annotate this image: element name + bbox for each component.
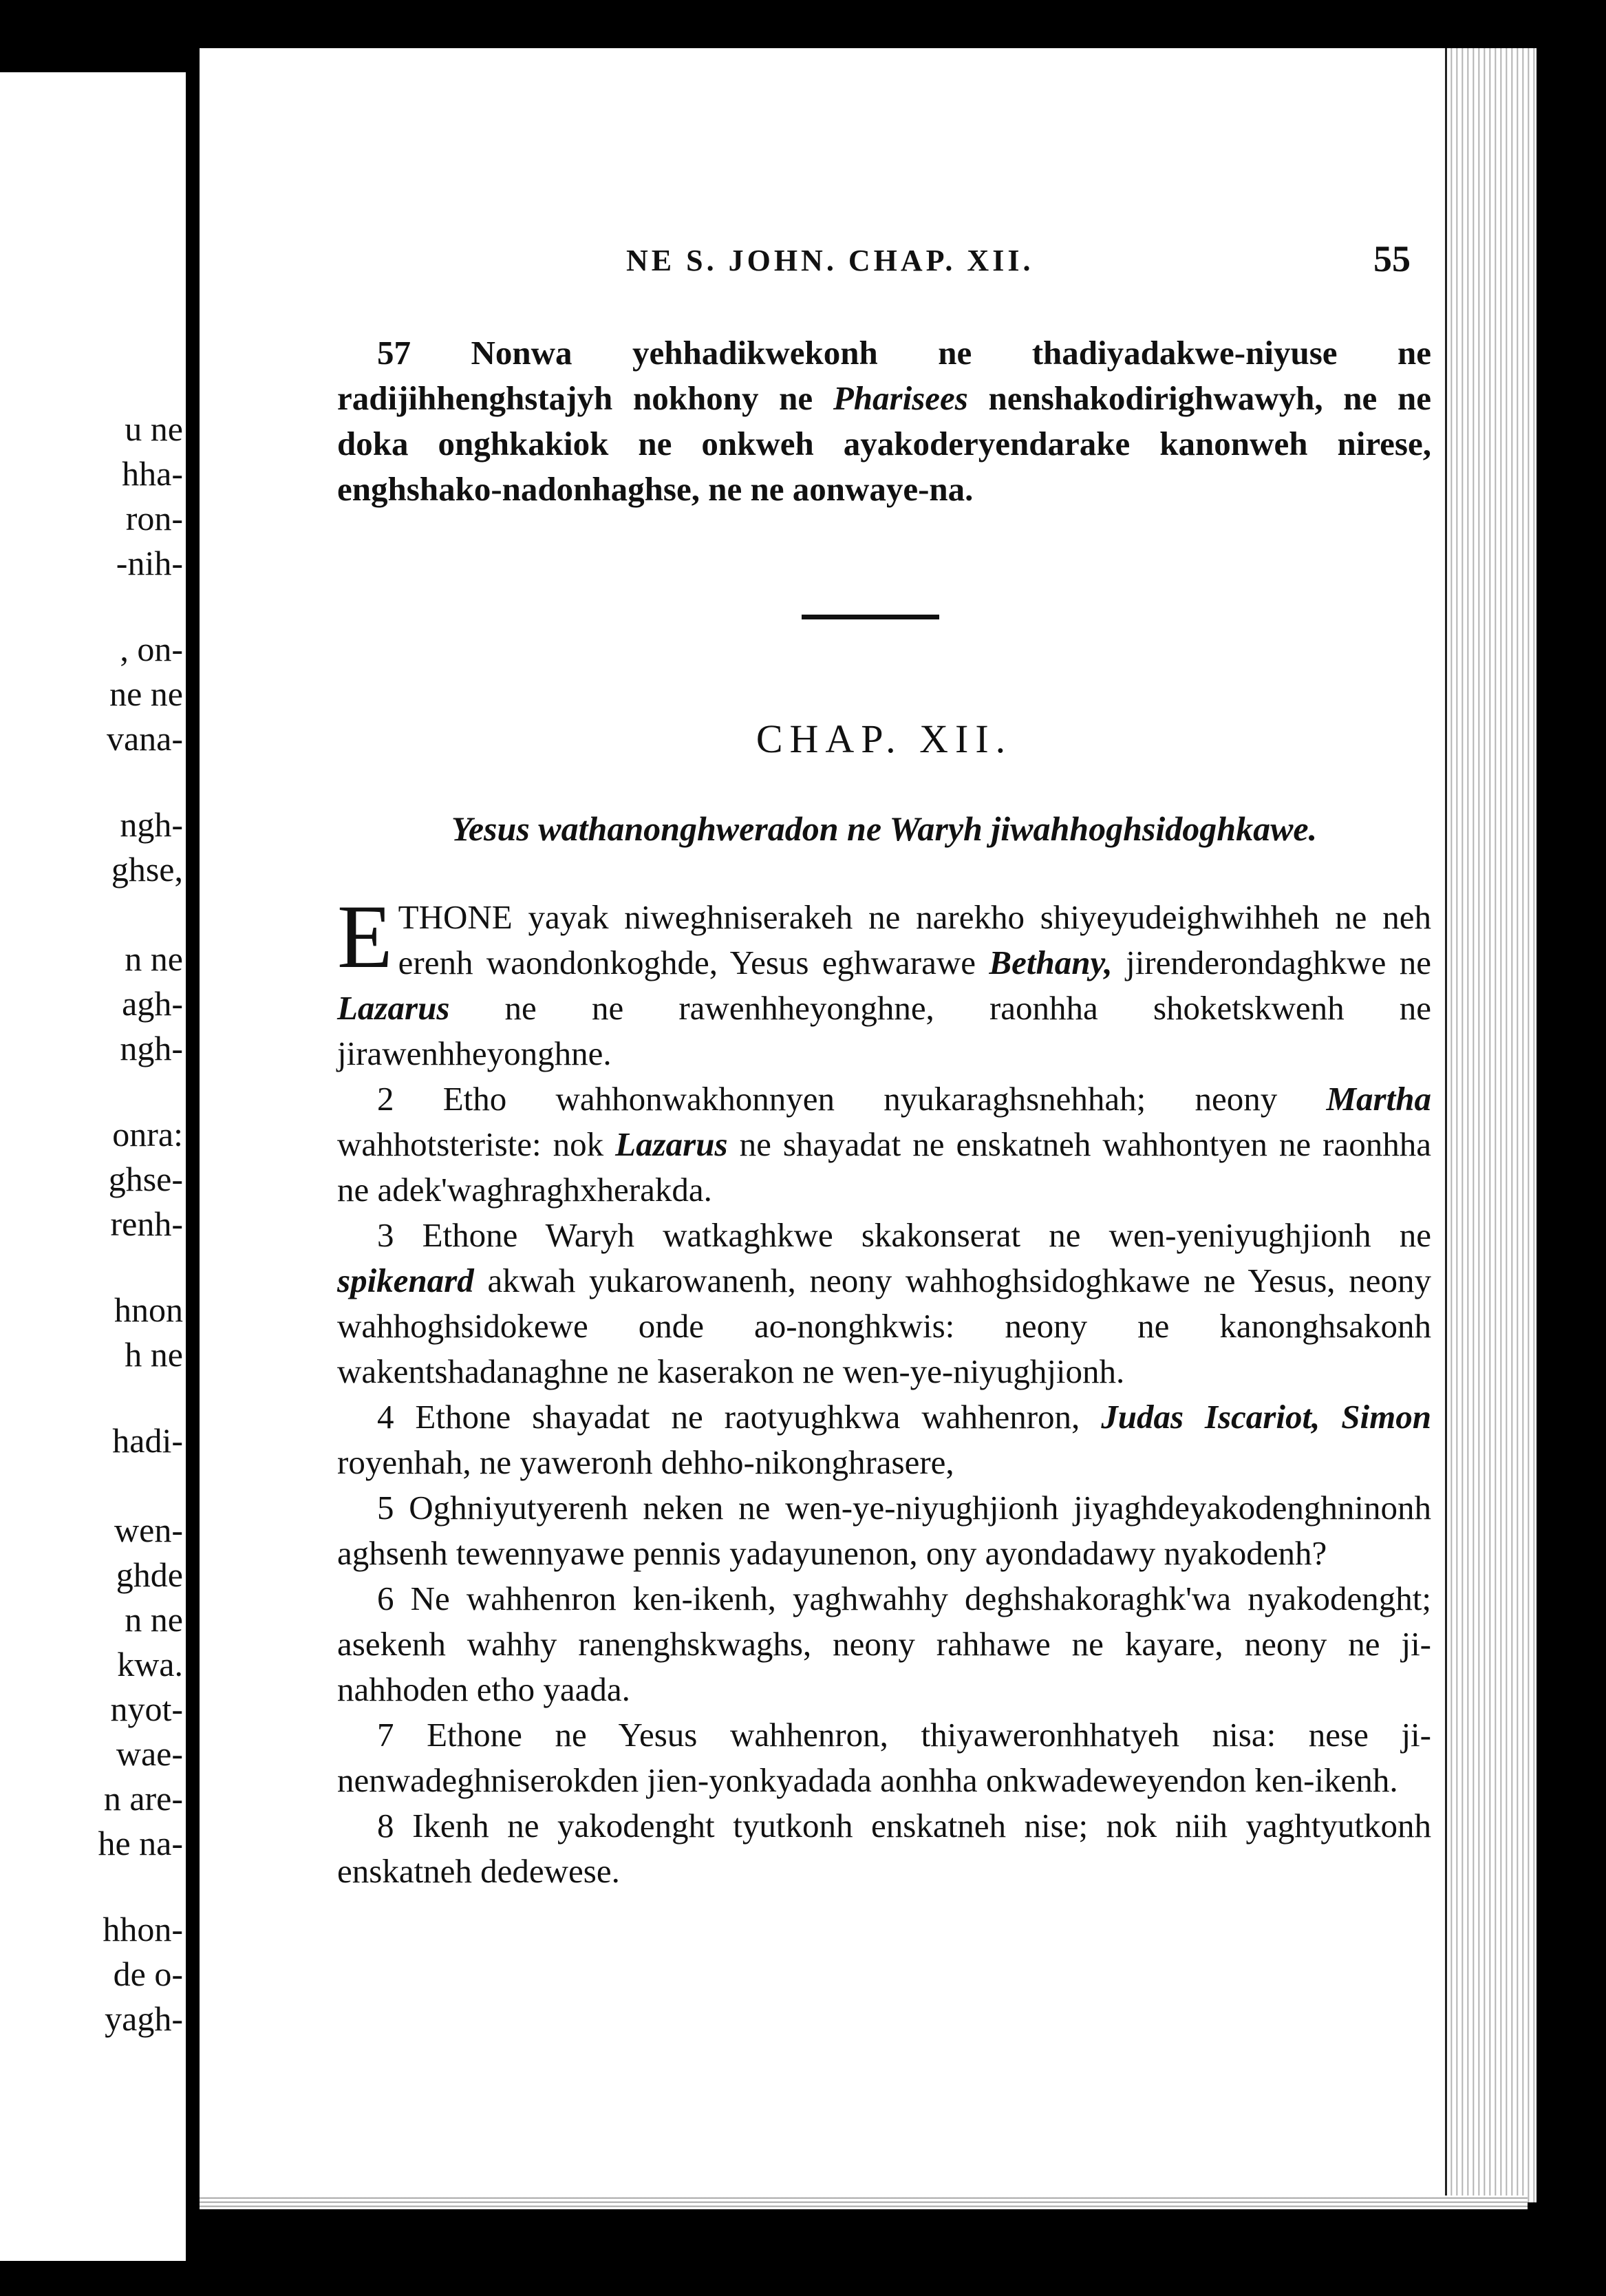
verse-8: 8 Ikenh ne yakodenght tyutkonh enskatneh nise; nok niih yaghtyutkonh enskatneh dedewese. xyxy=(337,1807,1431,1890)
page-bottom-edge xyxy=(200,2196,1528,2209)
page-number: 55 xyxy=(1373,238,1411,279)
left-page-fragment: agh- xyxy=(122,984,183,1023)
verse-text: 4 Ethone shayadat ne raotyughkwa wahhenron, xyxy=(377,1398,1102,1436)
section-rule xyxy=(802,615,939,619)
verse-text: wahhotsteriste: nok xyxy=(337,1125,616,1163)
left-page-fragment: ghse- xyxy=(108,1160,183,1198)
left-page-fragment: yagh- xyxy=(105,1999,183,2038)
verse-57-block xyxy=(337,330,1431,512)
verse-57 xyxy=(337,330,1431,512)
verse-7: 7 Ethone ne Yesus wahhenron, thiyaweronhhatyeh nisa: nese ji-nenwadeghniserokden jien-yonkyadada aonhha onkwadeweyendon ken-ikenh. xyxy=(337,1716,1431,1799)
verse-6: 6 Ne wahhenron ken-ikenh, yaghwahhy deghshakoraghk'wa nyakodenght; asekenh wahhy ranenghskwaghs, neony rahhawe ne kayare, neony ne ji-nahhoden etho yaada. xyxy=(337,1580,1431,1708)
left-page-fragment: ghde xyxy=(116,1555,183,1594)
chapter-summary: Yesus wathanonghweradon ne Waryh jiwahhoghsidoghkawe. xyxy=(451,809,1318,848)
verse-text: 3 Ethone Waryh watkaghkwe skakonserat ne wen-yeniyughjionh ne xyxy=(377,1216,1431,1254)
left-page-fragment: n ne xyxy=(125,939,183,978)
left-page-fragment: vana- xyxy=(106,719,183,758)
left-page-fragment: onra: xyxy=(112,1115,183,1154)
left-page-fragment: ghse, xyxy=(111,850,183,889)
verse-text: jirenderondaghkwe ne xyxy=(1112,944,1431,981)
verse-text: akwah yukarowanenh, neony wahhoghsidoghkawe ne Yesus, neony wahhoghsidokewe onde ao-nonghkwis: neony ne kanonghsakonh wakentshadanaghne ne kaserakon ne wen-ye-niyughjionh. xyxy=(337,1262,1431,1390)
left-page-fragment: he na- xyxy=(98,1824,183,1862)
left-page-fragment: , on- xyxy=(120,630,183,668)
chapter-title: CHAP. XII. xyxy=(756,716,1013,761)
verse-text: 2 Etho wahhonwakhonnyen nyukaraghsnehhah; neony xyxy=(377,1080,1327,1118)
verse-text: 57 Nonwa yehhadikwekonh ne thadiyadakwe-niyuse ne radijihhenghstajyh nokhony ne xyxy=(337,334,1431,417)
verse-text: nenshakodirighwawyh, ne ne doka onghkakiok ne onkweh ayakoderyendarake kanonweh nirese, enghshako-nadonhaghse, ne ne aonwaye-na. xyxy=(337,379,1431,508)
left-page-fragment: wae- xyxy=(116,1734,183,1773)
left-page-fragment: n are- xyxy=(103,1779,183,1818)
left-page-fragment: ron- xyxy=(125,499,183,538)
verse-text: ne ne rawenhheyonghne, raonhha shoketskwenh ne jirawenhheyonghne. xyxy=(337,989,1431,1072)
verse-5: 5 Oghniyutyerenh neken ne wen-ye-niyughjionh jiyaghdeyakodenghninonh aghsenh tewennyawe pennis yadayunenon, ony ayondadawy nyakodenh? xyxy=(337,1489,1431,1572)
left-page-fragment: hadi- xyxy=(112,1421,183,1460)
verse-3 xyxy=(337,1213,1431,1394)
left-page-fragment: wen- xyxy=(114,1511,183,1549)
page-header xyxy=(337,237,1431,286)
book-gutter xyxy=(186,72,198,2261)
verse-italic-name: Judas Iscariot, Simon xyxy=(1101,1398,1431,1436)
verse-italic-name: Pharisees xyxy=(833,379,968,417)
page-edges xyxy=(1445,48,1537,2202)
left-page-fragment: hnon xyxy=(114,1290,183,1329)
left-page-fragment: hhon- xyxy=(103,1910,183,1948)
left-page-fragment: h ne xyxy=(125,1335,183,1374)
verse-italic-name: spikenard xyxy=(337,1262,474,1299)
chapter-body xyxy=(337,886,1432,1894)
left-page-fragment: ngh- xyxy=(120,1029,183,1067)
left-page-fragment: hha- xyxy=(122,454,183,493)
left-page-fragment: -nih- xyxy=(116,544,183,582)
left-page-fragment: n ne xyxy=(125,1600,183,1639)
left-page-fragment: kwa. xyxy=(117,1645,183,1683)
verse-1 xyxy=(337,886,1431,1076)
left-page-fragment: ne ne xyxy=(109,674,183,713)
verse-italic-name: Lazarus xyxy=(615,1125,728,1163)
verse-italic-name: Bethany, xyxy=(989,944,1113,981)
running-head: NE S. JOHN. CHAP. XII. xyxy=(626,244,1034,277)
drop-cap: E xyxy=(337,886,393,987)
left-page-fragment: ngh- xyxy=(120,805,183,844)
left-page-fragment: renh- xyxy=(110,1204,183,1243)
verse-4 xyxy=(337,1394,1431,1485)
left-page-fragment: nyot- xyxy=(110,1690,183,1728)
verse-text: royenhah, ne yaweronh dehho-nikonghrasere, xyxy=(337,1443,954,1481)
verse-2 xyxy=(337,1076,1431,1213)
verse-italic-name: Lazarus xyxy=(337,989,450,1027)
verse-text: ne shayadat ne enskatneh wahhontyen ne raonhha ne adek'waghraghxherakda. xyxy=(337,1125,1432,1209)
left-page-fragment: u ne xyxy=(125,410,183,448)
previous-page xyxy=(0,72,186,2261)
left-page-fragment: de o- xyxy=(113,1955,183,1993)
verse-text: THONE yayak niweghniserakeh ne narekho shiyeyudeighwihheh ne neh erenh waondonkoghde, Yesus eghwarawe xyxy=(398,898,1431,981)
verse-italic-name: Martha xyxy=(1326,1080,1431,1118)
